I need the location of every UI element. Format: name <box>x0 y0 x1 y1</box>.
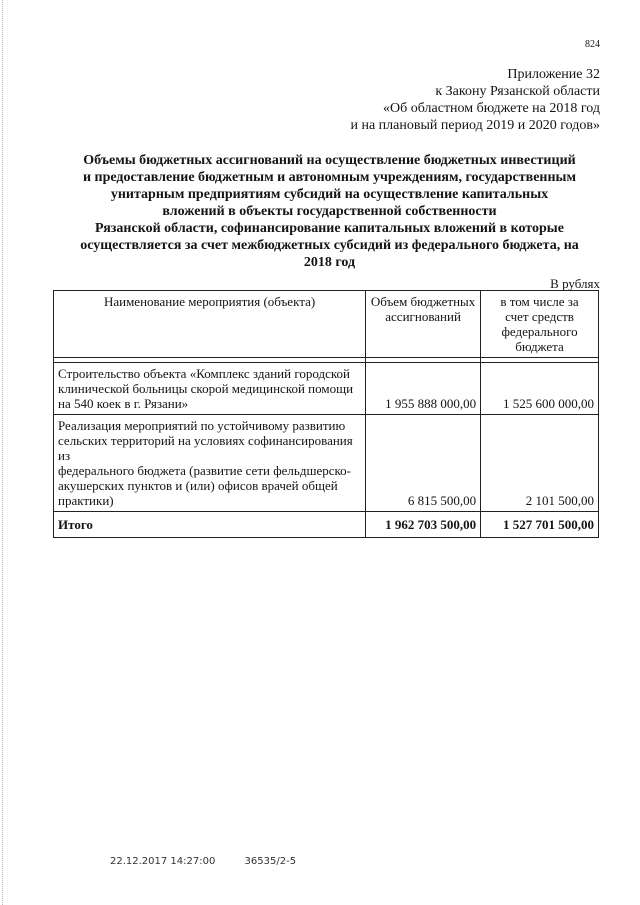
footer-stamp <box>110 856 322 867</box>
header-federal-line: бюджета <box>515 339 564 354</box>
table-row <box>54 415 599 512</box>
total-federal: 1 527 701 500,00 <box>481 512 599 538</box>
row-name-line: Реализация мероприятий по устойчивому развитию <box>58 418 346 433</box>
title-line: и предоставление бюджетным и автономным учреждениям, государственным <box>82 170 577 185</box>
row-name <box>54 363 366 415</box>
appendix-line: Приложение 32 <box>507 67 600 82</box>
header-name-text: Наименование мероприятия (объекта) <box>103 294 316 309</box>
scan-edge-mark <box>2 0 4 905</box>
header-federal <box>481 291 599 358</box>
row-name-line: Строительство объекта «Комплекс зданий городской <box>58 366 350 381</box>
row-name <box>54 415 366 512</box>
row-name-line: акушерских пунктов и (или) офисов врачей общей <box>58 478 338 493</box>
title-line: унитарным предприятиям субсидий на осуществление капитальных <box>110 187 549 202</box>
document-title <box>52 152 607 271</box>
header-federal-line: в том числе за <box>500 294 579 309</box>
row-name-line: клинической больницы скорой медицинской помощи <box>58 381 354 396</box>
header-name <box>54 291 366 358</box>
footer-datetime: 22.12.2017 14:27:00 <box>110 856 216 867</box>
header-federal-line: федерального <box>501 324 578 339</box>
footer-doc-id: 36535/2-5 <box>244 856 297 867</box>
budget-table <box>53 290 599 538</box>
row-federal: 2 101 500,00 <box>481 415 599 512</box>
header-federal-line: счет средств <box>505 309 574 324</box>
header-volume-line: ассигнований <box>385 309 461 324</box>
title-line: Рязанской области, софинансирование капитальных вложений в которые <box>95 221 564 236</box>
row-name-line: практики) <box>58 493 114 508</box>
title-line: 2018 год <box>303 255 356 270</box>
title-line: осуществляется за счет межбюджетных субсидий из федерального бюджета, на <box>80 238 579 253</box>
title-line: вложений в объекты государственной собственности <box>162 204 497 219</box>
row-volume: 6 815 500,00 <box>366 415 481 512</box>
header-volume <box>366 291 481 358</box>
appendix-header <box>350 66 600 134</box>
table-total-row <box>54 512 599 538</box>
header-volume-line: Объем бюджетных <box>370 294 476 309</box>
row-name-line: на 540 коек в г. Рязани» <box>58 396 189 411</box>
row-federal: 1 525 600 000,00 <box>481 363 599 415</box>
appendix-line: к Закону Рязанской области <box>435 84 600 99</box>
row-name-line: сельских территорий на условиях софинансирования из <box>58 433 353 463</box>
row-name-line: федерального бюджета (развитие сети фельдшерско- <box>58 463 351 478</box>
total-volume: 1 962 703 500,00 <box>366 512 481 538</box>
currency-note: В рублях <box>550 276 600 291</box>
total-label: Итого <box>54 512 366 538</box>
table-header-row <box>54 291 599 358</box>
appendix-line: «Об областном бюджете на 2018 год <box>383 101 600 116</box>
appendix-line: и на плановый период 2019 и 2020 годов» <box>350 118 600 133</box>
table-row <box>54 363 599 415</box>
title-line: Объемы бюджетных ассигнований на осуществление бюджетных инвестиций <box>83 153 576 168</box>
page-number: 824 <box>585 39 600 50</box>
row-volume: 1 955 888 000,00 <box>366 363 481 415</box>
